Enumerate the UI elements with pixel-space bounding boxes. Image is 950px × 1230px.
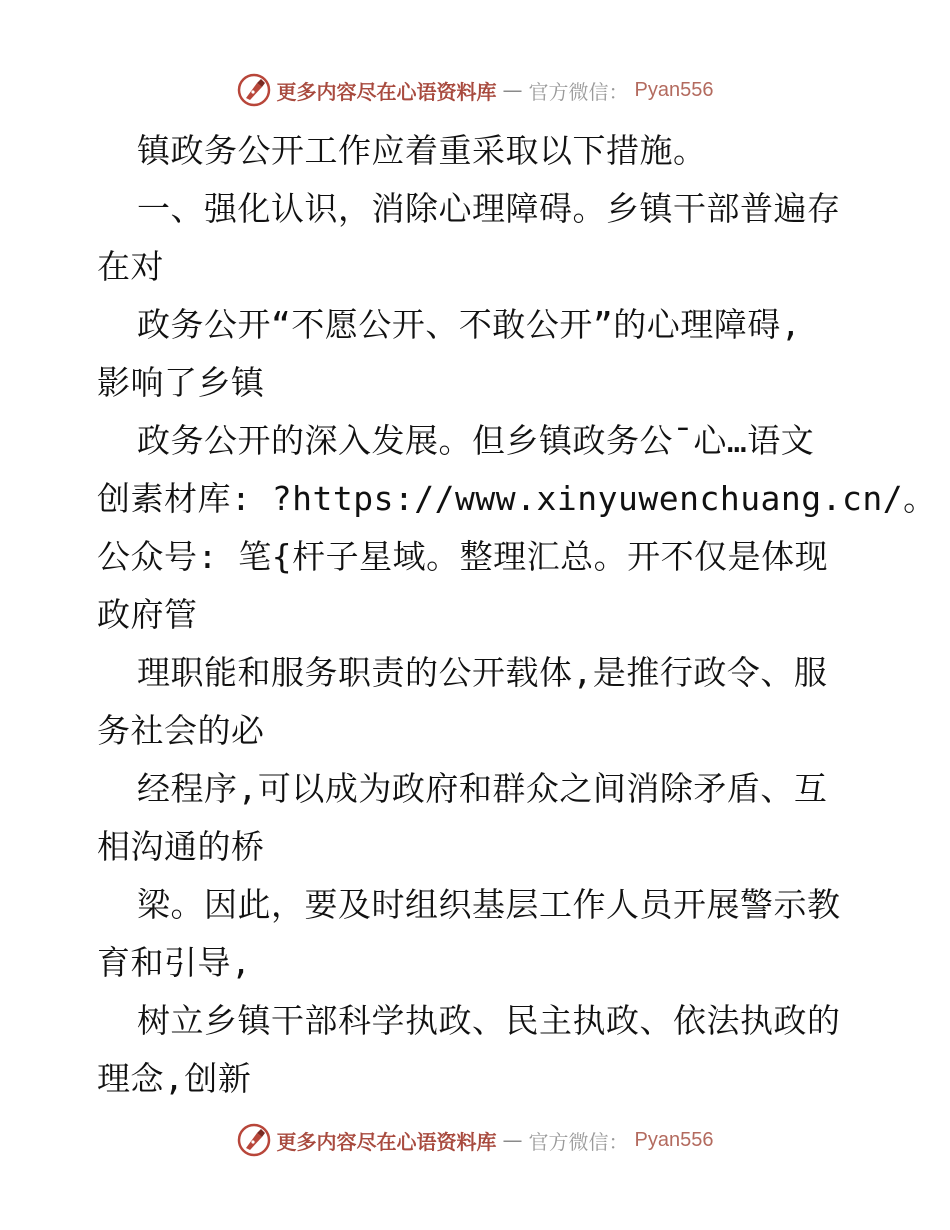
text-line: 树立乡镇干部科学执政、民主执政、依法执政的	[137, 1001, 841, 1040]
header-banner	[0, 70, 950, 110]
brand-text: 更多内容尽在心语资料库	[276, 1129, 497, 1154]
wechat-id: Pyan556	[634, 78, 714, 101]
text-line: 务社会的必	[97, 711, 265, 750]
footer-banner	[0, 1120, 950, 1160]
text-line: 在对	[97, 247, 164, 286]
text-line: 政府管	[97, 595, 198, 634]
text-line: 梁。因此，要及时组织基层工作人员开展警示教	[137, 885, 841, 924]
text-line: 理念,创新	[97, 1059, 252, 1098]
banner-separator: —	[502, 1128, 523, 1152]
text-line: 经程序,可以成为政府和群众之间消除矛盾、互	[137, 769, 828, 808]
pen-nib-logo-icon	[237, 73, 271, 107]
text-line: 公众号: 笔{杆子星域。整理汇总。开不仅是体现	[97, 537, 829, 576]
text-line: 相沟通的桥	[97, 827, 265, 866]
official-wechat-label: 官方微信：	[528, 1129, 629, 1154]
text-line: 理职能和服务职责的公开载体,是推行政令、服	[137, 653, 828, 692]
text-line: 育和引导,	[97, 943, 252, 982]
text-line: 创素材库: ?https://www.xinyuwenchuang.cn/。	[97, 479, 937, 518]
banner-separator: —	[502, 78, 523, 102]
text-line: 镇政务公开工作应着重采取以下措施。	[137, 131, 707, 170]
document-body	[97, 122, 937, 1108]
text-line: 政务公开“不愿公开、不敢公开”的心理障碍,	[137, 305, 802, 344]
official-wechat-label: 官方微信：	[528, 79, 629, 104]
wechat-id: Pyan556	[634, 1128, 714, 1151]
pen-nib-logo-icon	[237, 1123, 271, 1157]
text-line: 政务公开的深入发展。但乡镇政务公¯心…语文	[137, 421, 815, 460]
text-line: 一、强化认识，消除心理障碍。乡镇干部普遍存	[137, 189, 841, 228]
brand-text: 更多内容尽在心语资料库	[276, 79, 497, 104]
text-line: 影响了乡镇	[97, 363, 265, 402]
